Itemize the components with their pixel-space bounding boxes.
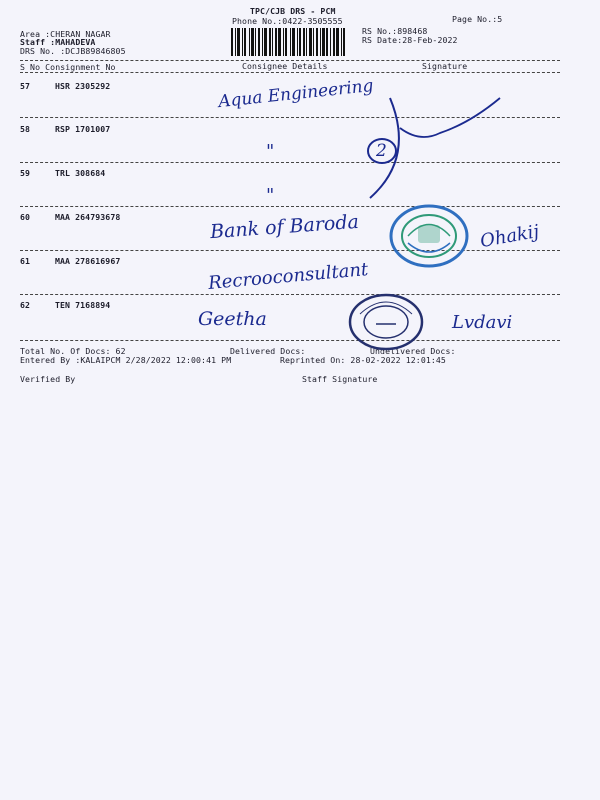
row-sno: 59 [20,168,31,178]
verified-by: Verified By [20,374,76,384]
column-sno-consignment: S No Consignment No [20,62,116,72]
row-consignment: HSR 2305292 [55,81,111,91]
ditto-mark: " [266,185,275,206]
column-consignee: Consignee Details [242,61,328,71]
bank-stamp [388,203,470,269]
phone-number: Phone No.:0422-3505555 [232,16,343,26]
header-rule-bottom [20,72,560,73]
entered-by: Entered By :KALAIPCM 2/28/2022 12:00:41 PM [20,355,232,365]
document-title: TPC/CJB DRS - PCM [250,6,336,16]
row-divider [20,294,560,295]
row-sno: 62 [20,300,31,310]
row-consignment: MAA 278616967 [55,256,121,266]
row-divider [20,340,560,341]
staff-field: Staff :MAHADEVA [20,37,96,47]
handwritten-signature-60: Ohakij [478,221,541,252]
undelivered-docs: Undelivered Docs: [370,346,456,356]
handwritten-consignee-62: Geetha [198,308,267,330]
circled-number-label: 2 [376,141,387,161]
rs-number: RS No.:898468 [362,26,428,36]
handwritten-signature-62: Lvdavi [452,312,513,333]
reprinted-on: Reprinted On: 28-02-2022 12:01:45 [280,355,446,365]
row-consignment: MAA 264793678 [55,212,121,222]
row-sno: 60 [20,212,31,222]
staff-signature: Staff Signature [302,374,378,384]
microfinance-stamp [346,292,426,352]
handwritten-consignee-57: Aqua Engineering [217,75,375,113]
handwritten-consignee-60: Bank of Baroda [209,210,360,244]
delivered-docs: Delivered Docs: [230,346,306,356]
ditto-mark: " [266,141,275,162]
page-number: Page No.:5 [452,14,503,24]
drs-number: DRS No. :DCJB89846805 [20,46,126,56]
total-docs: Total No. Of Docs: 62 [20,346,126,356]
area-field: Area :CHERAN NAGAR [20,29,111,39]
rs-date: RS Date:28-Feb-2022 [362,35,458,45]
row-consignment: RSP 1701007 [55,124,111,134]
handwritten-consignee-61: Recrooconsultant [207,259,370,294]
barcode [231,28,356,56]
row-sno: 58 [20,124,31,134]
row-consignment: TRL 308684 [55,168,106,178]
column-signature: Signature [422,61,468,71]
row-sno: 57 [20,81,31,91]
row-consignment: TEN 7168894 [55,300,111,310]
row-divider [20,250,560,251]
row-sno: 61 [20,256,31,266]
